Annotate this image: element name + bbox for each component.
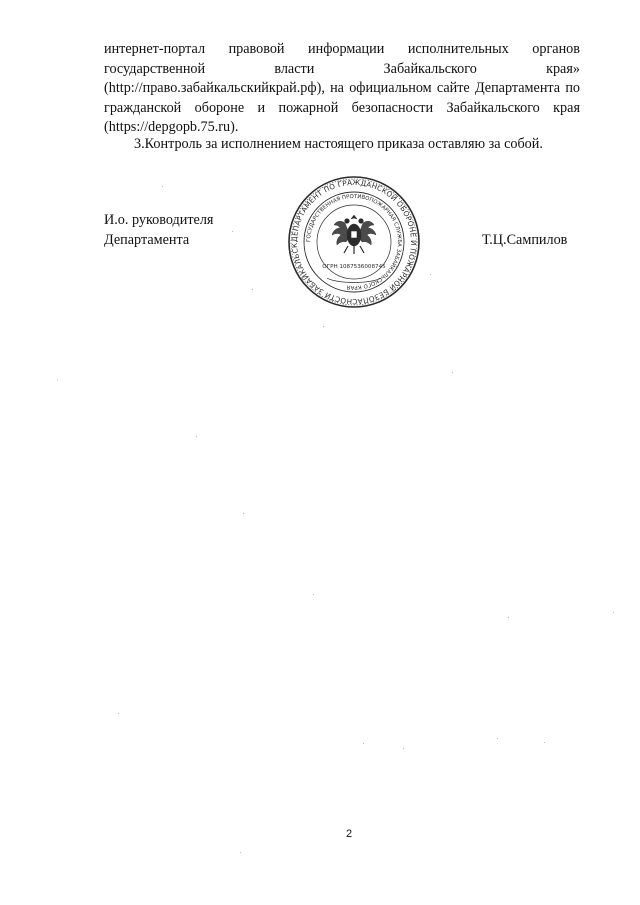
seal-ogrn: ОГРН 1087536008745 [322, 264, 386, 270]
word: исполнительных [407, 41, 509, 57]
text-line [104, 40, 580, 60]
word: по [565, 80, 580, 96]
word: на [330, 80, 344, 96]
word: государственной [104, 60, 206, 77]
text-line [104, 60, 580, 80]
scan-speck [613, 612, 614, 613]
seal-graphic [287, 175, 421, 309]
scan-speck [232, 231, 233, 232]
word: края» [546, 60, 580, 77]
word: Забайкальского [383, 60, 477, 77]
signatory-name: Т.Ц.Сампилов [482, 232, 568, 248]
word: безопасности [351, 99, 434, 116]
eagle-emblem-icon [332, 215, 376, 254]
seal-outer-text: ДЕПАРТАМЕНТ ПО ГРАЖДАНСКОЙ ОБОРОНЕ И ПОЖАРНОЙ БЕЗОПАСНОСТИ ЗАБАЙКАЛЬСК [289, 177, 419, 307]
word: пожарной [278, 99, 339, 116]
scan-speck [196, 436, 197, 437]
page-number: 2 [346, 828, 353, 840]
word: обороне [194, 99, 245, 116]
word: официальном [349, 80, 432, 96]
scan-speck [162, 186, 163, 187]
position-line-1: И.о. руководителя [104, 212, 214, 228]
word: гражданской [104, 99, 182, 116]
official-seal [287, 175, 421, 309]
word: информации [308, 41, 385, 57]
seal-inner-text: ГОСУДАРСТВЕННАЯ ПРОТИВОПОЖАРНАЯ СЛУЖБА ЗАБАЙКАЛЬСКОГО КРАЯ [305, 193, 403, 291]
word: Департамента [474, 80, 561, 96]
word: интернет-портал [104, 41, 206, 57]
scan-speck [403, 748, 404, 749]
scan-speck [508, 617, 509, 618]
word: правовой [228, 41, 285, 57]
scan-speck [323, 326, 324, 327]
scan-speck [118, 713, 119, 714]
link-text: (https://depgopb.75.ru). [104, 119, 239, 135]
text-line [104, 79, 580, 99]
word: власти [274, 60, 315, 77]
paragraph-3: 3.Контроль за исполнением настоящего приказа оставляю за собой. [134, 136, 543, 152]
scan-speck [252, 289, 253, 290]
word: сайте [436, 80, 470, 96]
word: органов [532, 41, 580, 57]
scan-speck [57, 379, 58, 380]
scan-speck [497, 738, 498, 739]
scan-speck [363, 743, 364, 744]
paragraph-continuation [104, 40, 580, 138]
scan-speck [544, 742, 545, 743]
position-line-2: Департамента [104, 231, 190, 248]
scan-speck [243, 513, 244, 514]
word: края [553, 99, 580, 116]
text-line [104, 99, 580, 119]
signatory-position [104, 211, 213, 250]
word: Забайкальского [446, 99, 540, 116]
word: и [257, 99, 266, 116]
scan-speck [240, 852, 241, 853]
scan-speck [430, 274, 431, 275]
link-text: (http://право.забайкальскийкрай.рф), [104, 80, 325, 96]
scan-speck [452, 372, 453, 373]
scan-speck [313, 594, 314, 595]
